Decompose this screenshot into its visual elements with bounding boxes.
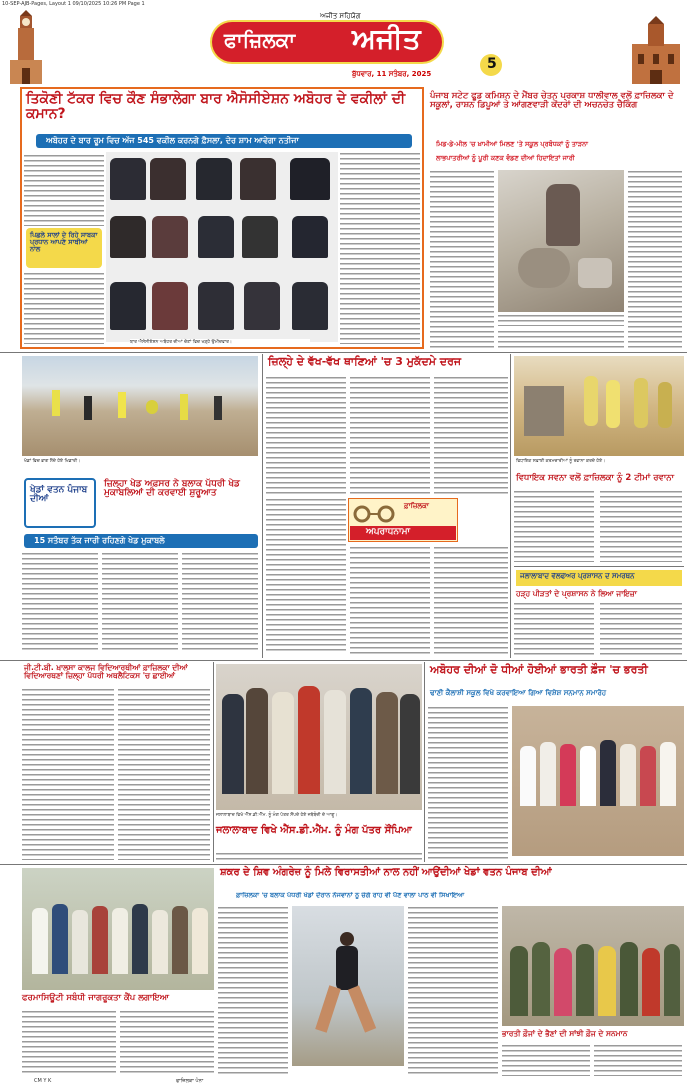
aanganwadi-body1 — [430, 170, 494, 348]
page-number-text: 5 — [487, 56, 497, 72]
shakar-body2 — [408, 906, 498, 1076]
lead-headline: ਤਿਕੋਣੀ ਟੱਕਰ ਵਿਚ ਕੌਣ ਸੰਭਾਲੇਗਾ ਬਾਰ ਐਸੋਸੀਏਸ਼ਨ ਅਬੋਹਰ ਦੇ ਵਕੀਲਾਂ ਦੀ ਕਮਾਨ? — [26, 91, 406, 122]
column-divider — [424, 662, 425, 862]
shakar-body1 — [218, 906, 288, 1076]
masthead-brand-small: ਅਜੀਤ ਸਹਿਯੋਗ — [320, 12, 361, 20]
column-divider — [510, 354, 511, 658]
gtb-body2 — [118, 688, 210, 860]
section-divider — [514, 566, 684, 567]
candidate-portrait — [242, 216, 278, 258]
crime-headline: ਜ਼ਿਲ੍ਹੇ ਦੇ ਵੱਖ-ਵੱਖ ਥਾਣਿਆਂ 'ਚ 3 ਮੁਕੱਦਮੇ ਦਰਜ — [268, 355, 462, 368]
candidate-portrait — [110, 158, 146, 200]
jalalabad-flood-subhead: ਹੜ੍ਹ ਪੀੜਤਾਂ ਦੇ ਪ੍ਰਸ਼ਾਸਨ ਨੇ ਲਿਆ ਜਾਇਜ਼ਾ — [516, 589, 637, 598]
sanitation-body2 — [600, 490, 682, 562]
candidate-portrait — [244, 282, 280, 330]
rakhi-body2 — [594, 1044, 682, 1076]
handcuffs-icon — [352, 504, 396, 524]
masthead-paper: ਅਜੀਤ — [352, 22, 421, 55]
memorandum-photo — [216, 664, 422, 810]
kho-kho-body3 — [182, 552, 258, 652]
jalalabad-flood-body1 — [514, 602, 594, 656]
memorandum-caption: ਜਲਾਲਾਬਾਦ ਵਿਖੇ ਐੱਸ.ਡੀ.ਐੱਮ. ਨੂੰ ਮੰਗ ਪੱਤਰ ਸੌਂਪਦੇ ਹੋਏ ਜਥੇਬੰਦੀ ਦੇ ਆਗੂ। — [216, 812, 422, 818]
candidate-portrait — [152, 216, 188, 258]
jalalabad-flood-headline: ਜਲਾਲਾਬਾਦ ਵੈਲਫੇਅਰ ਪ੍ਰਸ਼ਾਸਨ ਦੇ ਸਮਰਥਨ — [520, 573, 635, 580]
candidate-portrait — [290, 158, 330, 200]
sanitation-caption: ਵਿਧਾਇਕ ਸਫ਼ਾਈ ਕਰਮਚਾਰੀਆਂ ਨੂੰ ਰਵਾਨਾ ਕਰਦੇ ਹੋਏ। — [516, 458, 682, 464]
awareness-body1 — [22, 1010, 116, 1076]
crime-body5 — [350, 546, 430, 654]
kho-kho-body2 — [102, 552, 178, 652]
footer-center: ਫਾਜ਼ਿਲਕਾ ਪੰਨਾ — [176, 1078, 204, 1084]
aanganwadi-photo — [498, 170, 624, 312]
lead-subhead: ਅਬੋਹਰ ਦੇ ਬਾਰ ਰੂਮ ਵਿਚ ਅੱਜ 545 ਵਕੀਲ ਕਰਨਗੇ ਫ਼ੈਸਲਾ, ਦੇਰ ਸ਼ਾਮ ਆਵੇਗਾ ਨਤੀਜਾ — [46, 136, 299, 145]
aanganwadi-headline: ਪੰਜਾਬ ਸਟੇਟ ਫੂਡ ਕਮਿਸ਼ਨ ਦੇ ਮੈਂਬਰ ਚੇਤਨ ਪ੍ਰਕਾਸ਼ ਧਾਲੀਵਾਲ ਵਲੋਂ ਫ਼ਾਜ਼ਿਲਕਾ ਦੇ ਸਕੂਲਾਂ, ਰਾਸ਼ਨ ਡਿਪੂਆਂ ਤੇ ਆਂਗਣਵਾੜੀ ਕੇਂਦਰਾਂ ਦੀ ਅਚਨਚੇਤ ਚੈਕਿੰਗ — [430, 91, 674, 110]
aanganwadi-caption-lines — [498, 314, 624, 326]
rakhi-photo — [502, 906, 684, 1026]
jalalabad-flood-body2 — [600, 602, 682, 656]
army-body1 — [428, 706, 508, 860]
crime-body2 — [350, 376, 430, 496]
shakar-runner-photo — [292, 906, 404, 1066]
awareness-photo — [22, 868, 214, 990]
aanganwadi-body3 — [498, 330, 624, 348]
shakar-subhead: ਫ਼ਾਜ਼ਿਲਕਾ 'ਚ ਬਲਾਕ ਪੱਧਰੀ ਖੇਡਾਂ ਦੌਰਾਨ ਨੌਜਵਾਨਾਂ ਨੂੰ ਚੰਗੇ ਰਾਹ ਵੀ ਪੈਣ ਵਾਲਾ ਪਾਠ ਵੀ ਸਿਖਾਇਆ — [236, 892, 465, 899]
sanitation-headline: ਵਿਧਾਇਕ ਸਵਨਾ ਵਲੋਂ ਫ਼ਾਜ਼ਿਲਕਾ ਨੂੰ 2 ਟੀਮਾਂ ਰਵਾਨਾ — [516, 473, 675, 483]
candidate-portrait — [150, 158, 186, 200]
awareness-headline: ਫਰਮਾਸਿਊਟੀ ਸਬੰਧੀ ਜਾਗਰੂਕਤਾ ਕੈਂਪ ਲਗਾਇਆ — [22, 993, 169, 1003]
kho-kho-body1 — [22, 552, 98, 652]
crime-body3 — [434, 376, 508, 496]
column-divider — [262, 354, 263, 658]
crime-tag-title: ਅਪਰਾਧਨਾਮਾ — [366, 527, 411, 537]
gtb-body1 — [22, 688, 114, 860]
candidate-portrait — [110, 282, 146, 330]
masthead — [0, 8, 687, 88]
candidate-portrait — [198, 282, 234, 330]
clock-tower-icon — [6, 10, 46, 86]
army-headline: ਅਬੋਹਰ ਦੀਆਂ ਦੋ ਧੀਆਂ ਹੋਈਆਂ ਭਾਰਤੀ ਫ਼ੌਜ 'ਚ ਭਰਤੀ — [430, 663, 648, 676]
awareness-body2 — [120, 1010, 214, 1076]
kho-kho-banner: 15 ਸਤੰਬਰ ਤੱਕ ਜਾਰੀ ਰਹਿਣਗੇ ਖੇਡ ਮੁਕਾਬਲੇ — [34, 536, 165, 545]
crime-body6 — [434, 546, 508, 654]
army-photo — [512, 706, 684, 856]
sanitation-photo — [514, 356, 684, 456]
kho-kho-headline: ਜ਼ਿਲ੍ਹਾ ਖੇਡ ਅਫ਼ਸਰ ਨੇ ਬਲਾਕ ਪੱਧਰੀ ਖੇਡ ਮੁਕਾਬਲਿਆਂ ਦੀ ਕਰਵਾਈ ਸ਼ੁਰੂਆਤ — [104, 479, 240, 499]
rakhi-body1 — [502, 1044, 590, 1076]
crime-body1 — [266, 376, 346, 496]
candidate-portrait — [152, 282, 188, 330]
aanganwadi-bullet2: ਲਾਭਪਾਤਰੀਆਂ ਨੂੰ ਪੂਰੀ ਕਣਕ ਵੰਡਣ ਦੀਆਂ ਹਿਦਾਇਤਾਂ ਜਾਰੀ — [436, 154, 575, 162]
palace-icon — [628, 14, 684, 86]
rakhi-headline: ਭਾਰਤੀ ਫ਼ੌਜਾਂ ਦੇ ਭੈਣਾਂ ਦੀ ਸਾਂਝੀ ਫ਼ੌਜ ਦੇ ਸਨਮਾਨ — [502, 1029, 628, 1038]
kho-kho-photo — [22, 356, 258, 456]
section-divider — [0, 660, 687, 661]
aanganwadi-bullet1: ਮਿਡ-ਡੇ-ਮੀਲ 'ਚ ਖ਼ਾਮੀਆਂ ਮਿਲਣ 'ਤੇ ਸਕੂਲ ਪ੍ਰਬੰਧਕਾਂ ਨੂੰ ਤਾੜਨਾ — [436, 140, 588, 148]
footer-left: CM Y K — [34, 1078, 52, 1084]
section-divider — [0, 864, 687, 865]
crime-tag-city: ਫ਼ਾਜ਼ਿਲਕਾ — [404, 502, 429, 510]
candidate-portrait — [110, 216, 146, 258]
lead-body-col3 — [340, 152, 420, 344]
memorandum-body — [216, 852, 422, 860]
meta-line: 10-SEP-AJB-Pages, Layout 1 09/10/2025 10:26 PM Page 1 — [2, 1, 145, 7]
memorandum-headline: ਜਲਾਲਾਬਾਦ ਵਿਖੇ ਐੱਸ.ਡੀ.ਐੱਮ. ਨੂੰ ਮੰਗ ਪੱਤਰ ਸੌਂਪਿਆ — [216, 825, 412, 836]
lead-body-col1b — [24, 272, 104, 344]
kho-kho-caption: ਖੇਡਾਂ ਵਿਚ ਭਾਗ ਲੈਂਦੇ ਹੋਏ ਖਿਡਾਰੀ। — [24, 458, 174, 464]
candidate-portrait — [198, 216, 234, 258]
army-subhead: ਢਾਣੀ ਕੈਲਾਸ਼ੀ ਸਕੂਲ ਵਿਖੇ ਕਰਵਾਇਆ ਗਿਆ ਵਿਸ਼ੇਸ਼ ਸਨਮਾਨ ਸਮਾਰੋਹ — [430, 689, 607, 697]
shakar-headline: ਸ਼ਕਰ ਦੇ ਸ਼ਿਵ ਅੰਗਰੇਜ਼ ਨੂੰ ਮਿਲੇ ਵਿਰਾਸਤੀਆਂ ਨਾਲ ਨਹੀਂ ਆਉਂਦੀਆਂ ਖੇਡਾਂ ਵਤਨ ਪੰਜਾਬ ਦੀਆਂ — [220, 867, 552, 878]
sanitation-body1 — [514, 490, 594, 562]
masthead-date: ਬੁੱਧਵਾਰ, 11 ਸਤੰਬਰ, 2025 — [352, 70, 432, 78]
lead-body-col1 — [24, 154, 104, 226]
masthead-city: ਫਾਜ਼ਿਲਕਾ — [224, 28, 296, 52]
lead-box-title: ਪਿਛਲੇ ਸਾਲਾਂ ਦੇ ਰਿਹੇ ਸਾਬਕਾ ਪ੍ਰਧਾਨ ਆਪਣੇ ਸਾਥੀਆਂ ਨਾਲ — [30, 231, 98, 253]
candidate-portrait — [240, 158, 276, 200]
section-divider — [0, 352, 687, 353]
candidate-portrait — [292, 282, 328, 330]
candidate-portrait — [292, 216, 328, 258]
crime-body4 — [266, 498, 346, 654]
column-divider — [213, 662, 214, 862]
gtb-headline: ਜੀ.ਟੀ.ਬੀ. ਖ਼ਾਲਸਾ ਕਾਲਜ ਵਿਦਿਆਰਥੀਆਂ ਫ਼ਾਜ਼ਿਲਕਾ ਦੀਆਂ ਵਿਦਿਆਰਥਣਾਂ ਜ਼ਿਲ੍ਹਾ ਪੱਧਰੀ ਅਥਲੈਟਿਕਸ 'ਚ ਛਾਈਆਂ — [24, 663, 188, 680]
candidate-portrait — [196, 158, 232, 200]
aanganwadi-body2 — [628, 170, 682, 348]
lead-photo-caption: ਬਾਰ ਐਸੋਸੀਏਸ਼ਨ ਅਬੋਹਰ ਦੀਆਂ ਚੋਣਾਂ ਵਿਚ ਖੜ੍ਹੇ ਉਮੀਦਵਾਰ। — [130, 339, 310, 345]
kho-kho-label: ਖੇਡਾਂ ਵਤਨ ਪੰਜਾਬ ਦੀਆਂ — [30, 485, 88, 505]
